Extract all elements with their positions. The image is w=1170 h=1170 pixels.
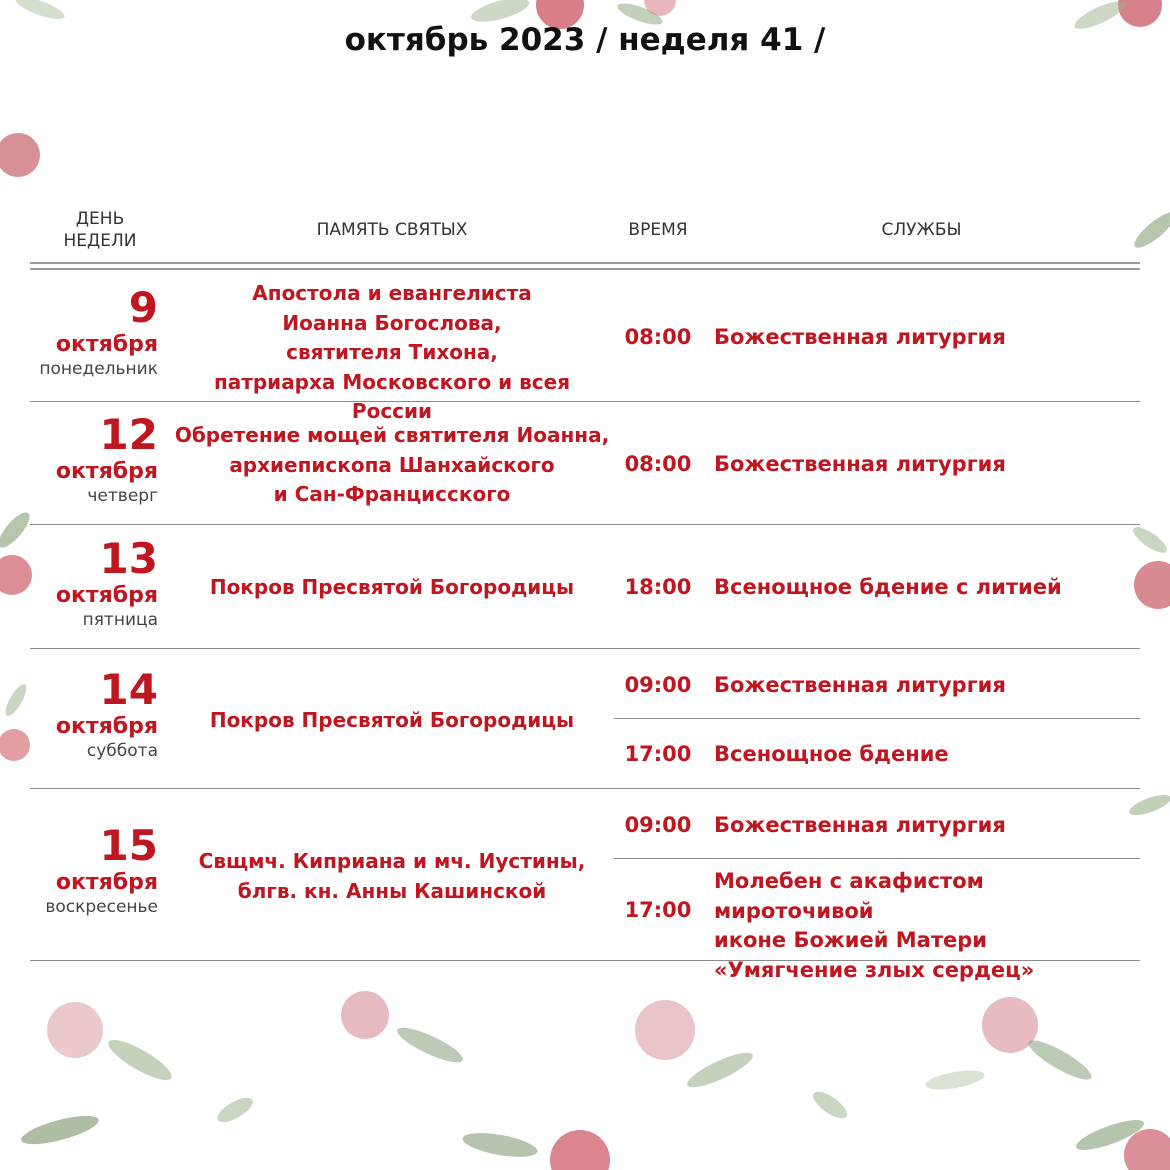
month-name: октября bbox=[55, 332, 158, 357]
table-row-date bbox=[30, 667, 158, 761]
day-number: 9 bbox=[128, 283, 158, 332]
header-time: ВРЕМЯ bbox=[628, 220, 688, 240]
month-name: октября bbox=[55, 714, 158, 739]
month-name: октября bbox=[55, 870, 158, 895]
table-row-date bbox=[30, 412, 158, 506]
row-separator bbox=[30, 648, 1140, 649]
weekday: воскресенье bbox=[45, 897, 158, 917]
service-time: 08:00 bbox=[624, 452, 692, 476]
day-number: 13 bbox=[99, 534, 158, 583]
day-number: 14 bbox=[99, 665, 158, 714]
weekday: четверг bbox=[87, 486, 158, 506]
table-row-date bbox=[30, 285, 158, 379]
table-row-date bbox=[30, 823, 158, 917]
header-saints: ПАМЯТЬ СВЯТЫХ bbox=[316, 220, 468, 240]
service-name: Молебен с акафистом мироточивой иконе Божией Матери «Умягчение злых сердец» bbox=[714, 869, 1035, 982]
month-name: октября bbox=[55, 583, 158, 608]
header-rule bbox=[30, 268, 1140, 270]
saints-commemoration: Обретение мощей святителя Иоанна, архиепископа Шанхайского и Сан-Францисского bbox=[174, 423, 610, 506]
table-row-date bbox=[30, 536, 158, 630]
header-day: ДЕНЬ НЕДЕЛИ bbox=[63, 209, 137, 251]
saints-commemoration: Покров Пресвятой Богородицы bbox=[209, 575, 575, 599]
weekday: суббота bbox=[86, 741, 158, 761]
saints-commemoration: Апостола и евангелиста Иоанна Богослова, святителя Тихона, патриарха Московского и всея России bbox=[213, 281, 571, 423]
month-name: октября bbox=[55, 459, 158, 484]
service-name: Всенощное бдение с литией bbox=[714, 575, 1062, 599]
service-name: Божественная литургия bbox=[714, 452, 1006, 476]
service-time: 18:00 bbox=[624, 575, 692, 599]
row-separator bbox=[30, 788, 1140, 789]
header-services: СЛУЖБЫ bbox=[881, 220, 962, 240]
weekday: понедельник bbox=[39, 359, 158, 379]
row-separator bbox=[30, 524, 1140, 525]
service-separator bbox=[614, 858, 1140, 859]
header-rule bbox=[30, 262, 1140, 264]
service-name: Божественная литургия bbox=[714, 673, 1006, 697]
saints-commemoration: Свщмч. Киприана и мч. Иустины, блгв. кн. Анны Кашинской bbox=[198, 849, 586, 903]
service-name: Всенощное бдение bbox=[714, 742, 949, 766]
saints-commemoration: Покров Пресвятой Богородицы bbox=[209, 708, 575, 732]
service-separator bbox=[614, 718, 1140, 719]
day-number: 15 bbox=[99, 821, 158, 870]
service-time: 17:00 bbox=[624, 898, 692, 922]
service-time: 08:00 bbox=[624, 325, 692, 349]
service-name: Божественная литургия bbox=[714, 325, 1006, 349]
service-time: 17:00 bbox=[624, 742, 692, 766]
service-name: Божественная литургия bbox=[714, 813, 1006, 837]
page-title: октябрь 2023 / неделя 41 / bbox=[344, 22, 826, 58]
day-number: 12 bbox=[99, 410, 158, 459]
service-time: 09:00 bbox=[624, 673, 692, 697]
weekday: пятница bbox=[82, 610, 158, 630]
service-time: 09:00 bbox=[624, 813, 692, 837]
